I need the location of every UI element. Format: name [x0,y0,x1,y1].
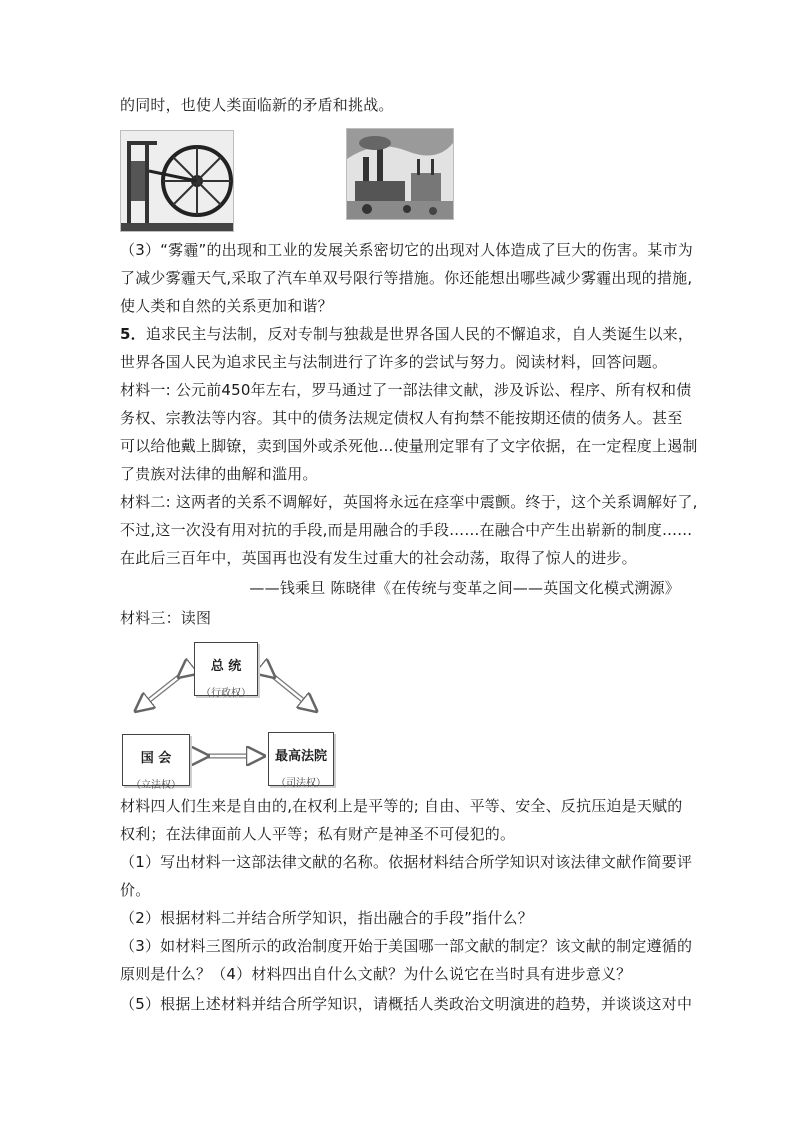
text-line: 材料二: 这两者的关系不调解好，英国将永远在痉挛中震颤。终于，这个关系调解好了, [120,493,698,511]
text-line: 材料四人们生来是自由的,在权利上是平等的; 自由、平等、安全、反抗压迫是天赋的 [120,797,683,815]
text-line: 原则是什么？（4）材料四出自什么文献？为什么说它在当时具有进步意义？ [120,965,632,983]
court-sub: （司法权） [276,778,326,789]
congress-box [122,734,190,791]
text-line: 材料三：读图 [120,609,212,627]
president-box [194,642,258,699]
text-line: （2）根据材料二并结合所学知识，指出融合的手段”指什么？ [120,909,533,927]
text-line: （5）根据上述材料并结合所学知识，请概括人类政治文明演进的趋势，并谈谈这对中 [120,995,693,1013]
question-number: 5． [120,325,146,343]
court-box [268,732,334,789]
text-line: （1）写出材料一这部法律文献的名称。依据材料结合所学知识对该法律文献作简要评 [120,853,693,871]
text-line: （3）如材料三图所示的政治制度开始于美国哪一部文献的制定？该文献的制定遵循的 [120,937,693,955]
text-line: 可以给他戴上脚镣，卖到国外或杀死他…使量刑定罪有了文字依据，在一定程度上遏制 [120,437,698,455]
text-line: 材料一: 公元前450年左右，罗马通过了一部法律文献，涉及诉讼、程序、所有权和债 [120,381,692,399]
text-line: 权利；在法律面前人人平等；私有财产是神圣不可侵犯的。 [120,825,516,843]
president-sub: （行政权） [201,688,251,699]
text-line: 在此后三百年中，英国再也没有发生过重大的社会动荡，取得了惊人的进步。 [120,549,637,567]
president-title: 总 统 [210,659,242,674]
question-5-intro: 5．追求民主与法制，反对专制与独裁是世界各国人民的不懈追求，自人类诞生以来， [120,325,694,343]
text-line: 使人类和自然的关系更加和谐？ [120,297,333,315]
congress-sub: （立法权） [131,780,181,791]
text-line: 务权、宗教法等内容。其中的债务法规定债权人有拘禁不能按期还债的债务人。甚至 [120,409,683,427]
text-line: 的同时，也使人类面临新的矛盾和挑战。 [120,96,394,114]
text-line: 了减少雾霾天气,采取了汽车单双号限行等措施。你还能想出哪些减少雾霾出现的措施, [120,269,693,287]
text-line: 不过,这一次没有用对抗的手段,而是用融合的手段……在融合中产生出崭新的制度…… [120,521,693,539]
text-line: 了贵族对法律的曲解和滥用。 [120,465,318,483]
citation: ——钱乘旦 陈晓律《在传统与变革之间——英国文化模式溯源》 [249,579,680,597]
text-line: （3）“雾霾”的出现和工业的发展关系密切它的出现对人体造成了巨大的伤害。某市为 [120,241,693,259]
text-line: 价。 [120,881,151,899]
congress-title: 国 会 [140,751,172,766]
text-line: 世界各国人民为追求民主与法制进行了许多的尝试与努力。阅读材料，回答问题。 [120,353,668,371]
court-title: 最高法院 [274,749,327,764]
